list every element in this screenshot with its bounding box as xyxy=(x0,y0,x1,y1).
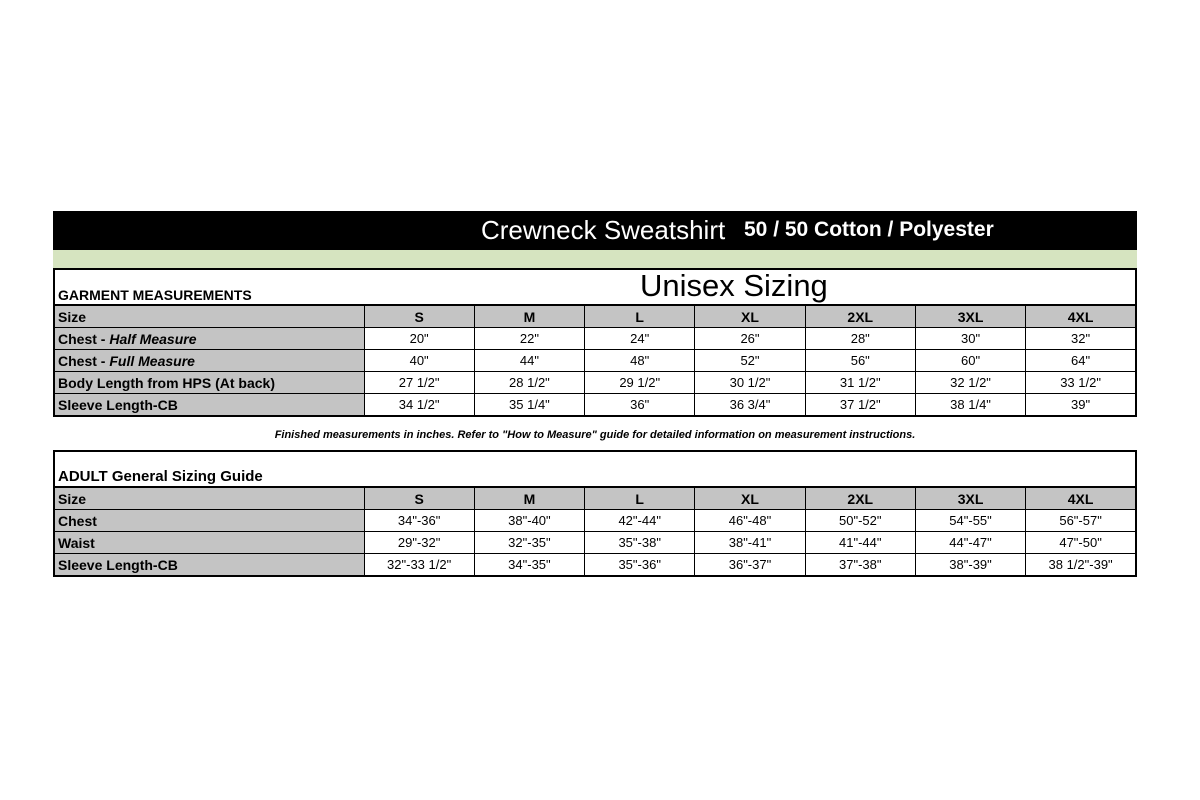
size-cell: M xyxy=(474,487,584,510)
size-label: Size xyxy=(54,487,364,510)
measure-cell: 34 1/2" xyxy=(364,394,474,417)
measure-cell: 30" xyxy=(915,328,1025,350)
measure-cell: 36 3/4" xyxy=(695,394,805,417)
table-row xyxy=(54,532,1136,554)
product-title: Crewneck Sweatshirt xyxy=(481,215,726,245)
measure-cell: 35"-38" xyxy=(585,532,695,554)
measurement-note: Finished measurements in inches. Refer to "How to Measure" guide for detailed information on measurement instructions. xyxy=(274,429,916,441)
measure-cell: 39" xyxy=(1026,394,1136,417)
adult-header xyxy=(53,450,1137,486)
measure-cell: 24" xyxy=(585,328,695,350)
measure-cell: 28 1/2" xyxy=(474,372,584,394)
measure-cell: 32"-35" xyxy=(474,532,584,554)
measure-cell: 50"-52" xyxy=(805,510,915,532)
table-row xyxy=(54,328,1136,350)
adult-sizing-table xyxy=(53,486,1137,577)
measure-cell: 48" xyxy=(585,350,695,372)
size-cell: 3XL xyxy=(915,305,1025,328)
measure-cell: 29 1/2" xyxy=(585,372,695,394)
table-row xyxy=(54,554,1136,577)
measure-cell: 35 1/4" xyxy=(474,394,584,417)
measure-cell: 33 1/2" xyxy=(1026,372,1136,394)
table-row xyxy=(54,350,1136,372)
measure-cell: 40" xyxy=(364,350,474,372)
measure-cell: 44" xyxy=(474,350,584,372)
size-cell: 4XL xyxy=(1026,305,1136,328)
unisex-sizing-heading: Unisex Sizing xyxy=(640,268,828,303)
measure-cell: 38 1/2"-39" xyxy=(1026,554,1136,577)
measure-cell: 34"-35" xyxy=(474,554,584,577)
measure-cell: 60" xyxy=(915,350,1025,372)
garment-measurements-section xyxy=(53,268,1137,417)
measure-cell: 44"-47" xyxy=(915,532,1025,554)
size-cell: XL xyxy=(695,487,805,510)
row-label: Sleeve Length-CB xyxy=(54,554,364,577)
size-label: Size xyxy=(54,305,364,328)
size-cell: S xyxy=(364,487,474,510)
size-cell: 2XL xyxy=(805,487,915,510)
size-cell: S xyxy=(364,305,474,328)
size-cell: 4XL xyxy=(1026,487,1136,510)
measure-cell: 54"-55" xyxy=(915,510,1025,532)
garment-measurements-label: GARMENT MEASUREMENTS xyxy=(58,287,252,303)
size-header-row xyxy=(54,305,1136,328)
row-label: Chest xyxy=(54,510,364,532)
garment-measurements-table xyxy=(53,304,1137,417)
measure-cell: 56" xyxy=(805,350,915,372)
measure-cell: 34"-36" xyxy=(364,510,474,532)
measure-cell: 28" xyxy=(805,328,915,350)
row-label: Chest - Full Measure xyxy=(54,350,364,372)
size-cell: 2XL xyxy=(805,305,915,328)
size-cell: M xyxy=(474,305,584,328)
measure-cell: 37"-38" xyxy=(805,554,915,577)
measure-cell: 37 1/2" xyxy=(805,394,915,417)
size-cell: XL xyxy=(695,305,805,328)
size-cell: L xyxy=(585,305,695,328)
table-row xyxy=(54,510,1136,532)
adult-sizing-label: ADULT General Sizing Guide xyxy=(58,468,263,485)
measure-cell: 38"-39" xyxy=(915,554,1025,577)
table-row xyxy=(54,372,1136,394)
measure-cell: 22" xyxy=(474,328,584,350)
measure-cell: 32"-33 1/2" xyxy=(364,554,474,577)
table-row xyxy=(54,394,1136,417)
measure-cell: 27 1/2" xyxy=(364,372,474,394)
measure-cell: 29"-32" xyxy=(364,532,474,554)
size-cell: L xyxy=(585,487,695,510)
measure-cell: 38"-41" xyxy=(695,532,805,554)
row-label: Sleeve Length-CB xyxy=(54,394,364,417)
measure-cell: 31 1/2" xyxy=(805,372,915,394)
row-label: Chest - Half Measure xyxy=(54,328,364,350)
row-label: Waist xyxy=(54,532,364,554)
measure-cell: 64" xyxy=(1026,350,1136,372)
measure-cell: 38"-40" xyxy=(474,510,584,532)
measure-cell: 46"-48" xyxy=(695,510,805,532)
fabric-subtitle: 50 / 50 Cotton / Polyester xyxy=(744,218,994,241)
garment-header xyxy=(53,268,1137,304)
measure-cell: 32" xyxy=(1026,328,1136,350)
measure-cell: 41"-44" xyxy=(805,532,915,554)
measure-cell: 56"-57" xyxy=(1026,510,1136,532)
measure-cell: 52" xyxy=(695,350,805,372)
measure-cell: 30 1/2" xyxy=(695,372,805,394)
accent-bar xyxy=(53,250,1137,268)
measure-cell: 47"-50" xyxy=(1026,532,1136,554)
title-banner xyxy=(53,211,1137,250)
measure-cell: 36"-37" xyxy=(695,554,805,577)
size-header-row xyxy=(54,487,1136,510)
size-cell: 3XL xyxy=(915,487,1025,510)
measure-cell: 36" xyxy=(585,394,695,417)
adult-sizing-section xyxy=(53,450,1137,577)
row-label: Body Length from HPS (At back) xyxy=(54,372,364,394)
measure-cell: 38 1/4" xyxy=(915,394,1025,417)
measure-cell: 35"-36" xyxy=(585,554,695,577)
measure-cell: 32 1/2" xyxy=(915,372,1025,394)
measure-cell: 26" xyxy=(695,328,805,350)
measure-cell: 42"-44" xyxy=(585,510,695,532)
measure-cell: 20" xyxy=(364,328,474,350)
